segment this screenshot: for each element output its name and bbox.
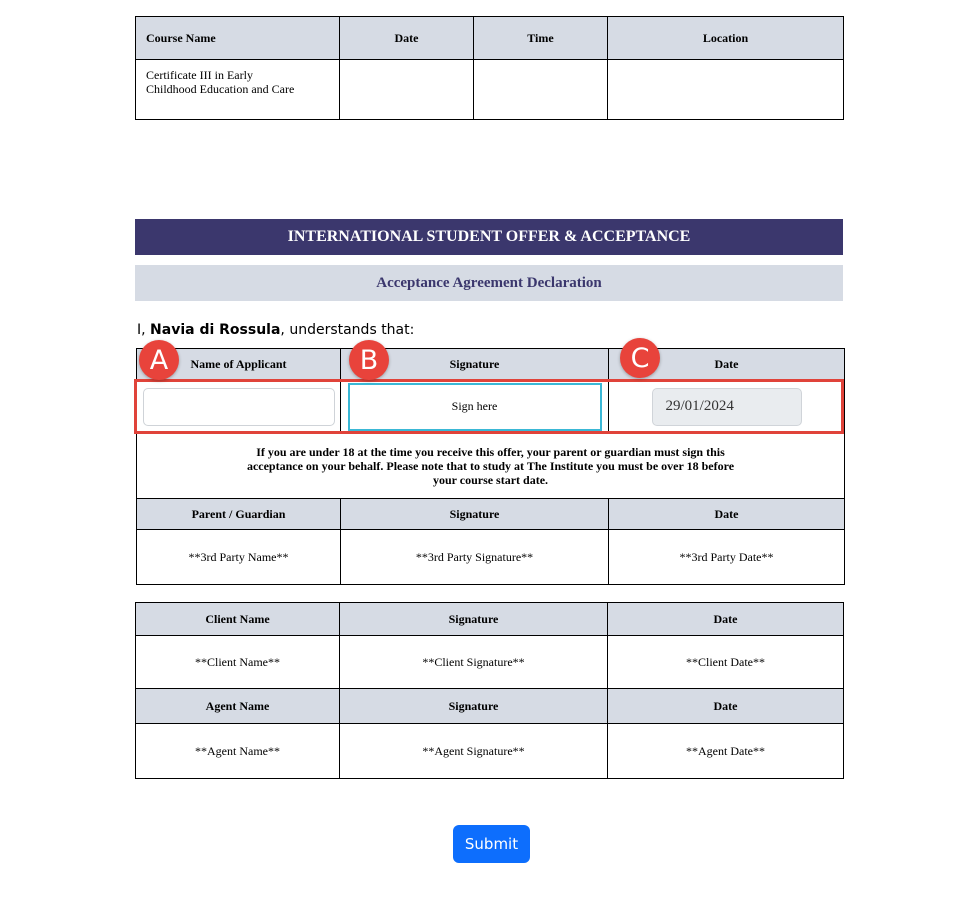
course-location-header: Location: [608, 17, 844, 60]
guardian-notice-text: If you are under 18 at the time you receive this offer, your parent or guardian must sign this acceptance on your behalf. Please note that to study at The Institute you must be over 18 before your course start date.: [246, 445, 735, 487]
offer-banner: INTERNATIONAL STUDENT OFFER & ACCEPTANCE: [135, 219, 843, 255]
badge-b: B: [349, 340, 389, 380]
intro-statement: [137, 322, 414, 338]
agent-date-header: Date: [608, 689, 844, 724]
parent-signature-header: Signature: [341, 499, 609, 530]
course-location-cell: [608, 60, 844, 120]
badge-c: C: [620, 338, 660, 378]
client-name-header: Client Name: [136, 603, 340, 636]
client-signature-header: Signature: [340, 603, 608, 636]
agent-signature-header: Signature: [340, 689, 608, 724]
course-time-cell: [474, 60, 608, 120]
client-date-header: Date: [608, 603, 844, 636]
date-field[interactable]: 29/01/2024: [652, 388, 802, 426]
applicant-name: Navia di Rossula: [150, 322, 281, 338]
agent-signature: **Agent Signature**: [340, 724, 608, 779]
course-name-cell: Certificate III in Early Childhood Education and Care: [136, 60, 340, 120]
date-header: Date: [609, 349, 845, 380]
intro-prefix: I,: [137, 322, 151, 338]
third-party-date: **3rd Party Date**: [609, 530, 845, 585]
agent-date: **Agent Date**: [608, 724, 844, 779]
course-date-cell: [340, 60, 474, 120]
applicant-name-header: Name of Applicant: [137, 349, 341, 380]
parent-date-header: Date: [609, 499, 845, 530]
applicant-name-input[interactable]: [143, 388, 335, 426]
third-party-name: **3rd Party Name**: [137, 530, 341, 585]
course-name-header: Course Name: [136, 17, 340, 60]
client-agent-table: [135, 602, 844, 779]
course-time-header: Time: [474, 17, 608, 60]
declaration-subbanner: Acceptance Agreement Declaration: [135, 265, 843, 301]
signature-header: Signature: [341, 349, 609, 380]
course-date-header: Date: [340, 17, 474, 60]
guardian-notice: [137, 434, 845, 499]
agent-name-header: Agent Name: [136, 689, 340, 724]
signature-pad[interactable]: Sign here: [348, 383, 602, 431]
date-cell: [609, 380, 845, 434]
submit-button[interactable]: Submit: [453, 825, 530, 863]
client-name: **Client Name**: [136, 636, 340, 689]
agent-name: **Agent Name**: [136, 724, 340, 779]
parent-guardian-header: Parent / Guardian: [137, 499, 341, 530]
acceptance-table: [136, 348, 845, 585]
name-cell: [137, 380, 341, 434]
intro-suffix: , understands that:: [280, 322, 415, 338]
badge-a: A: [139, 340, 179, 380]
client-signature: **Client Signature**: [340, 636, 608, 689]
course-table: [135, 16, 844, 120]
third-party-signature: **3rd Party Signature**: [341, 530, 609, 585]
client-date: **Client Date**: [608, 636, 844, 689]
signature-cell: [341, 380, 609, 434]
